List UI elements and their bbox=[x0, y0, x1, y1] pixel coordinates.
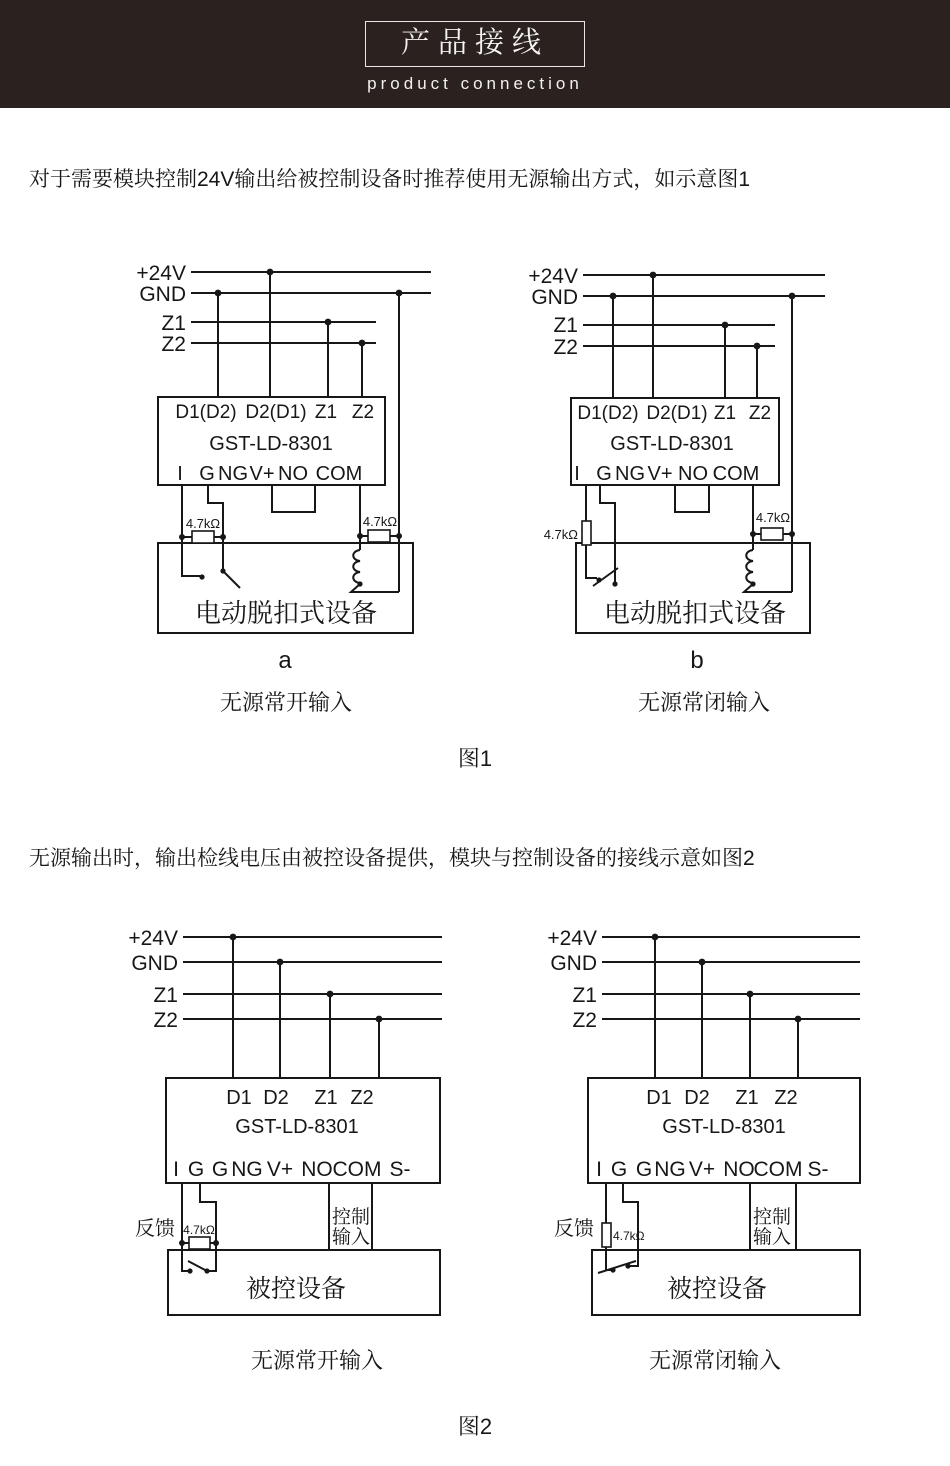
bus-label-24v: +24V bbox=[528, 265, 578, 288]
figure1-caption: 图1 bbox=[457, 746, 493, 771]
bus-label-24v: +24V bbox=[128, 927, 178, 950]
fig1a-junction-dots bbox=[215, 269, 403, 347]
terminal-g1: G bbox=[187, 1158, 205, 1181]
fig1b-bus-labels bbox=[528, 265, 578, 359]
terminal-z1: Z1 bbox=[713, 403, 737, 424]
terminal-d2: D2 bbox=[263, 1087, 289, 1109]
fig1a-caption: 无源常开输入 bbox=[219, 690, 353, 715]
vplus-no-jumper bbox=[675, 485, 709, 512]
terminal-d1: D1 bbox=[226, 1087, 252, 1109]
terminal-i: I bbox=[574, 463, 580, 485]
resistor-value: 4.7kΩ bbox=[755, 510, 791, 525]
fig1a-bus-labels bbox=[136, 262, 186, 356]
resistor-value: 4.7kΩ bbox=[185, 516, 221, 531]
fig2b-junction-dots bbox=[652, 934, 802, 1023]
module-name: GST-LD-8301 bbox=[235, 1116, 359, 1138]
module-name: GST-LD-8301 bbox=[610, 433, 734, 455]
bus-label-z2: Z2 bbox=[572, 1009, 597, 1032]
terminal-ng: NG bbox=[615, 463, 645, 485]
resistor-value: 4.7kΩ bbox=[543, 527, 578, 542]
terminal-z1: Z1 bbox=[735, 1087, 759, 1109]
fig2b-device-box bbox=[592, 1250, 860, 1315]
terminal-z2: Z2 bbox=[774, 1087, 798, 1109]
terminal-vplus: V+ bbox=[688, 1158, 716, 1181]
feedback-label: 反馈 bbox=[135, 1218, 175, 1240]
fig1a-bus-lines bbox=[191, 272, 431, 343]
fig2a-device-box bbox=[168, 1250, 440, 1315]
fig1b-caption: 无源常闭输入 bbox=[637, 690, 771, 715]
module-name: GST-LD-8301 bbox=[209, 433, 333, 455]
fig2a-caption: 无源常开输入 bbox=[250, 1348, 384, 1373]
fig1b-feedback-resistor bbox=[544, 521, 591, 545]
terminal-d1: D1(D2) bbox=[175, 402, 237, 423]
bus-label-gnd: GND bbox=[131, 952, 178, 975]
bus-label-24v: +24V bbox=[136, 262, 186, 285]
device-label: 被控设备 bbox=[666, 1275, 768, 1303]
terminal-no: NO bbox=[278, 463, 308, 485]
fig1a bbox=[136, 262, 431, 715]
terminal-i: I bbox=[177, 463, 183, 485]
terminal-vplus: V+ bbox=[647, 463, 673, 485]
fig2a-feedback-resistor bbox=[179, 1223, 219, 1249]
fig1a-feedback-resistor bbox=[179, 516, 226, 543]
fig1a-device-box bbox=[158, 543, 413, 633]
fig1b-device-box bbox=[576, 543, 810, 633]
terminal-com: COM bbox=[315, 463, 363, 485]
fig2b bbox=[547, 927, 860, 1373]
bus-label-z2: Z2 bbox=[161, 333, 186, 356]
bus-label-gnd: GND bbox=[139, 283, 186, 306]
terminal-d2: D2 bbox=[684, 1087, 710, 1109]
terminal-com: COM bbox=[753, 1158, 803, 1181]
page-header bbox=[0, 0, 950, 108]
fig1a-sub-label: a bbox=[278, 647, 292, 674]
fig2b-caption: 无源常闭输入 bbox=[648, 1348, 782, 1373]
bus-label-z2: Z2 bbox=[153, 1009, 178, 1032]
resistor-value: 4.7kΩ bbox=[183, 1223, 215, 1237]
bus-label-z1: Z1 bbox=[553, 314, 578, 337]
svg-text:输入: 输入 bbox=[752, 1227, 792, 1248]
svg-text:控制: 控制 bbox=[752, 1207, 792, 1228]
fig2a bbox=[128, 927, 442, 1373]
bus-label-z1: Z1 bbox=[153, 984, 178, 1007]
terminal-d1: D1(D2) bbox=[577, 403, 639, 424]
fig2b-bus-lines bbox=[602, 937, 860, 1019]
svg-text:控制: 控制 bbox=[331, 1207, 371, 1228]
resistor-value: 4.7kΩ bbox=[362, 514, 398, 529]
terminal-z2: Z2 bbox=[350, 1087, 374, 1109]
fig2b-drop-wires bbox=[655, 937, 798, 1078]
bus-label-z1: Z1 bbox=[572, 984, 597, 1007]
terminal-z1: Z1 bbox=[314, 1087, 338, 1109]
fig1b-junction-dots bbox=[610, 272, 796, 350]
page-subtitle: product connection bbox=[367, 74, 583, 93]
terminal-g: G bbox=[199, 463, 215, 485]
terminal-ng: NG bbox=[654, 1158, 686, 1181]
terminal-com: COM bbox=[332, 1158, 382, 1181]
terminal-i: I bbox=[173, 1158, 179, 1181]
figure1-diagram bbox=[0, 255, 950, 755]
page-title: 产品接线 bbox=[400, 27, 549, 59]
terminal-sminus: S- bbox=[807, 1158, 829, 1181]
terminal-vplus: V+ bbox=[249, 463, 275, 485]
fig1a-module-box bbox=[158, 397, 385, 485]
terminal-g2: G bbox=[635, 1158, 653, 1181]
fig2a-drop-wires bbox=[233, 937, 379, 1078]
title-box bbox=[365, 21, 585, 67]
terminal-vplus: V+ bbox=[266, 1158, 294, 1181]
resistor-value: 4.7kΩ bbox=[613, 1229, 645, 1243]
bus-label-z2: Z2 bbox=[553, 336, 578, 359]
terminal-z1: Z1 bbox=[314, 402, 338, 423]
terminal-z2: Z2 bbox=[748, 403, 772, 424]
device-label: 电动脱扣式设备 bbox=[603, 598, 787, 628]
terminal-no: NO bbox=[678, 463, 708, 485]
feedback-label: 反馈 bbox=[554, 1218, 594, 1240]
fig1b-bus-lines bbox=[583, 275, 825, 346]
fig1b bbox=[528, 265, 825, 715]
bus-label-z1: Z1 bbox=[161, 312, 186, 335]
terminal-g2: G bbox=[211, 1158, 229, 1181]
device-label: 被控设备 bbox=[245, 1275, 347, 1303]
terminal-d1: D1 bbox=[646, 1087, 672, 1109]
intro-paragraph-1: 对于需要模块控制24V输出给被控制设备时推荐使用无源输出方式，如示意图1 bbox=[29, 168, 751, 191]
fig2a-junction-dots bbox=[230, 934, 383, 1023]
terminal-z2: Z2 bbox=[351, 402, 375, 423]
fig1b-module-box bbox=[571, 398, 779, 485]
bus-label-24v: +24V bbox=[547, 927, 597, 950]
terminal-g1: G bbox=[610, 1158, 628, 1181]
figure2-diagram bbox=[0, 910, 950, 1390]
fig2b-module-box bbox=[588, 1078, 860, 1183]
fig2a-bus-labels bbox=[128, 927, 178, 1032]
terminal-ng: NG bbox=[231, 1158, 263, 1181]
bus-label-gnd: GND bbox=[531, 286, 578, 309]
fig2a-control-label bbox=[332, 1206, 370, 1248]
fig2b-bus-labels bbox=[547, 927, 597, 1032]
fig2b-control-label bbox=[753, 1206, 791, 1248]
fig2a-bus-lines bbox=[183, 937, 442, 1019]
vplus-no-jumper bbox=[272, 485, 315, 512]
terminal-com: COM bbox=[712, 463, 760, 485]
terminal-ng: NG bbox=[218, 463, 248, 485]
device-label: 电动脱扣式设备 bbox=[194, 598, 378, 628]
terminal-d2: D2(D1) bbox=[245, 402, 307, 423]
figure2-caption: 图2 bbox=[457, 1414, 493, 1439]
terminal-d2: D2(D1) bbox=[646, 403, 708, 424]
terminal-no: NO bbox=[723, 1158, 755, 1181]
fig1a-output-resistor bbox=[357, 514, 402, 542]
terminal-no: NO bbox=[301, 1158, 333, 1181]
fig1b-output-resistor bbox=[750, 510, 795, 540]
fig1b-sub-label: b bbox=[690, 647, 704, 674]
terminal-sminus: S- bbox=[389, 1158, 411, 1181]
module-name: GST-LD-8301 bbox=[662, 1116, 786, 1138]
intro-paragraph-2: 无源输出时，输出检线电压由被控设备提供，模块与控制设备的接线示意如图2 bbox=[29, 847, 755, 870]
terminal-g: G bbox=[596, 463, 612, 485]
bus-label-gnd: GND bbox=[550, 952, 597, 975]
fig2a-module-box bbox=[166, 1078, 440, 1183]
svg-text:输入: 输入 bbox=[331, 1227, 371, 1248]
terminal-i: I bbox=[596, 1158, 602, 1181]
